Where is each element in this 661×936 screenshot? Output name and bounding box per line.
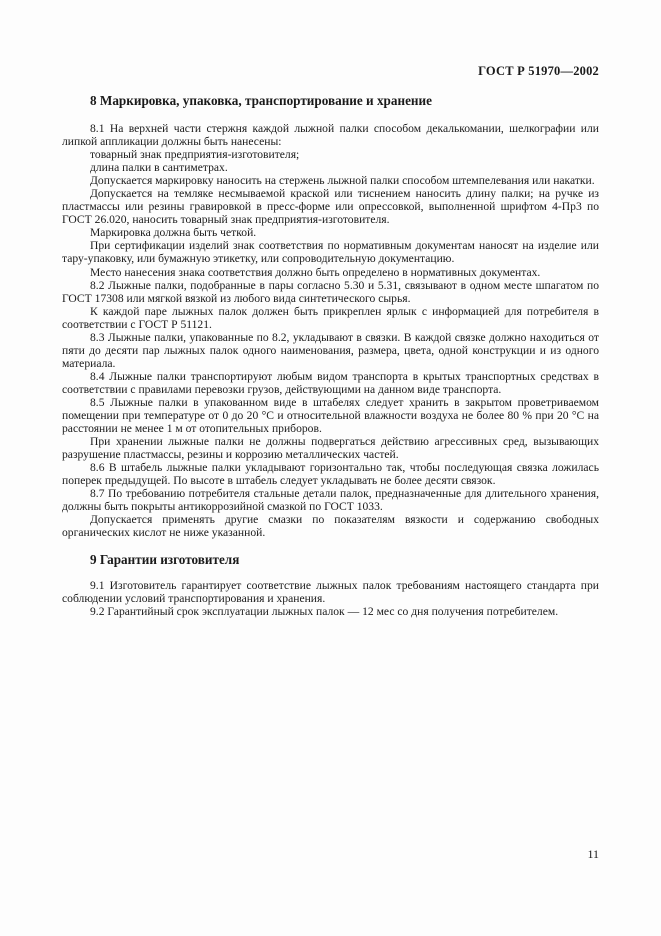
paragraph: 8.4 Лыжные палки транспортируют любым видом транспорта в крытых транспортных средствах в соответствии с правилами перевозки грузов, действующими на данном виде транспорта. bbox=[62, 369, 599, 396]
section-8-title: 8 Маркировка, упаковка, транспортирование и хранение bbox=[90, 93, 432, 108]
paragraph: 8.5 Лыжные палки в упакованном виде в штабелях следует хранить в закрытом проветриваемом помещении при температуре от 0 до 20 °С и относительной влажности воздуха не более 80 % при 20 °С на расстоянии не менее 1 м от отопительных приборов. bbox=[62, 395, 599, 436]
paragraph: 9.2 Гарантийный срок эксплуатации лыжных палок — 12 мес со дня получения потребителем. bbox=[90, 604, 559, 618]
paragraph: 8.1 На верхней части стержня каждой лыжной палки способом декалькомании, шелкографии или липкой аппликации должны быть нанесены: bbox=[62, 122, 599, 149]
section-9-body bbox=[62, 579, 599, 618]
paragraph: 8.2 Лыжные палки, подобранные в пары согласно 5.30 и 5.31, связывают в одном месте шпагатом по ГОСТ 17308 или мягкой вязкой из любого вида синтетического сырья. bbox=[62, 278, 599, 305]
paragraph: Допускается маркировку наносить на стержень лыжной палки способом штемпелевания или накатки. bbox=[90, 174, 595, 188]
paragraph: Допускается на темляке несмываемой краской или тиснением наносить длину палки; на ручке из пластмассы или резины гравировкой в пресс-форме или опрессовкой, выполненной шрифтом 4-Пр3 по ГОСТ 26.020, наносить товарный знак предприятия-изготовителя. bbox=[62, 187, 599, 227]
section-9-title: 9 Гарантии изготовителя bbox=[90, 551, 240, 567]
paragraph: При сертификации изделий знак соответствия по нормативным документам наносят на изделие или тару-упаковку, или бумажную этикетку, или сопроводительную документацию. bbox=[62, 239, 599, 266]
page-number: 11 bbox=[587, 847, 599, 861]
document-body bbox=[62, 92, 599, 618]
paragraph: длина палки в сантиметрах. bbox=[90, 161, 228, 175]
paragraph: 8.6 В штабель лыжные палки укладывают горизонтально так, чтобы последующая связка ложилась поперек предыдущей. По высоте в штабель следует укладывать не более десяти связок. bbox=[62, 461, 599, 488]
paragraph: Маркировка должна быть четкой. bbox=[90, 226, 257, 240]
paragraph: Допускается применять другие смазки по показателям вязкости и содержанию свободных органических кислот не ниже указанной. bbox=[62, 513, 599, 540]
section-8-body bbox=[62, 122, 599, 540]
paragraph: 9.1 Изготовитель гарантирует соответствие лыжных палок требованиям настоящего стандарта при соблюдении условий транспортирования и хранения. bbox=[62, 578, 599, 605]
standard-code: ГОСТ Р 51970—2002 bbox=[478, 64, 599, 78]
paragraph: 8.3 Лыжные палки, упакованные по 8.2, укладывают в связки. В каждой связке должно находиться от пяти до десяти пар лыжных палок одного наименования, размера, цвета, одной конструкции и из одного материала. bbox=[62, 330, 599, 370]
paragraph: При хранении лыжные палки не должны подвергаться действию агрессивных сред, вызывающих разрушение пластмассы, резины и коррозию металлических частей. bbox=[62, 435, 599, 462]
paragraph: Место нанесения знака соответствия должно быть определено в нормативных документах. bbox=[90, 265, 541, 279]
paragraph: товарный знак предприятия-изготовителя; bbox=[90, 148, 300, 162]
paragraph: К каждой паре лыжных палок должен быть прикреплен ярлык с информацией для потребителя в соответствии с ГОСТ Р 51121. bbox=[62, 304, 599, 331]
paragraph: 8.7 По требованию потребителя стальные детали палок, предназначенные для длительного хранения, должны быть покрыты антикоррозийной смазкой по ГОСТ 1033. bbox=[62, 487, 599, 514]
